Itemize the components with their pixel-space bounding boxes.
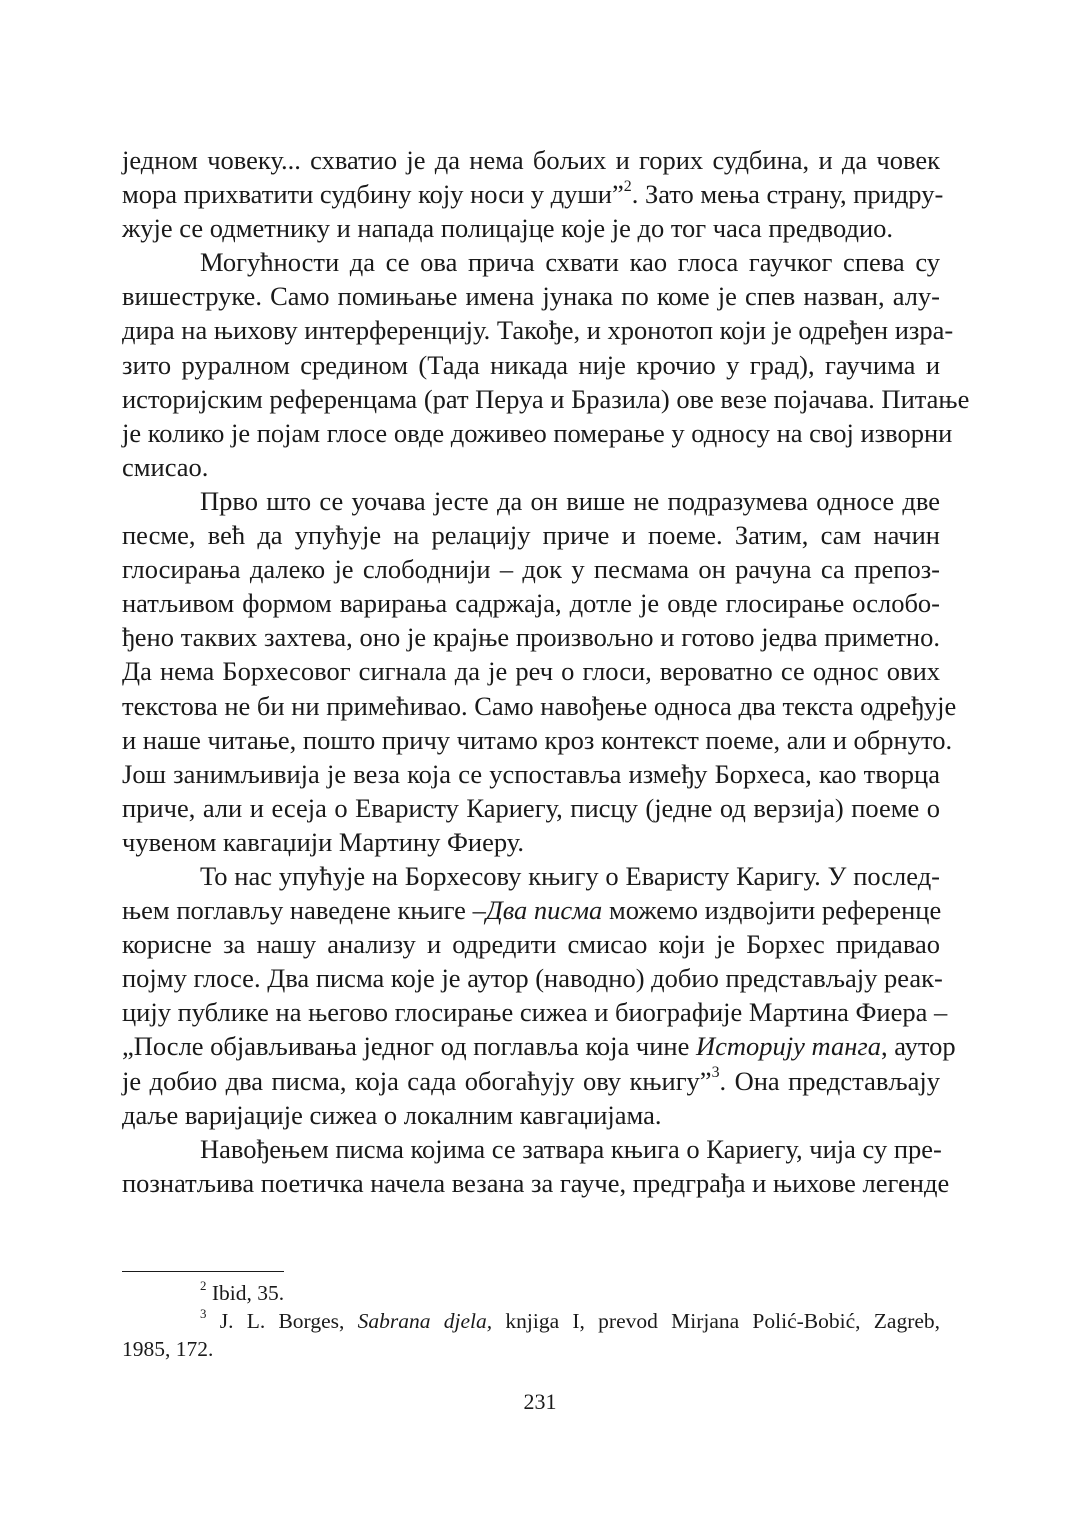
text-segment: „После објављивања једног од поглавља која чине (122, 1031, 690, 1062)
footnote-separator (122, 1271, 284, 1272)
text-line: и наше читање, пошто причу читамо кроз контекст поеме, али и обрнуто. (122, 724, 953, 755)
text-line: цију публике на његово глосирање сижеа и биографије Мартина Фиера – (122, 997, 948, 1028)
text-segment: мора прихватити судбину коју носи у души” (122, 179, 624, 210)
page-number: 231 (523, 1389, 557, 1414)
text-line: вишеструке. Само помињање имена јунака по коме је спев назван, алу- (122, 281, 940, 312)
text-segment: можемо издвојити референце (602, 895, 942, 926)
text-segment: је добио два писма, која сада обогаћују ову књигу” (122, 1065, 712, 1096)
text-line: текстова не би ни примећивао. Само навођење односа два текста одређује (122, 690, 957, 721)
text-line: чувеном кавгаџији Мартину Фиеру. (122, 826, 524, 857)
text-line: Да нема Борхесовог сигнала да је реч о глоси, вероватно се однос ових (122, 656, 940, 687)
text-line: жује се одметнику и напада полицајце које је до тог часа предводио. (122, 213, 894, 244)
paragraph-4 (122, 859, 956, 1132)
text-line: дира на њихову интерференцију. Такође, и хронотоп који је одређен изра- (122, 315, 954, 346)
footnote-title-italic: Sabrana djela, (357, 1309, 493, 1333)
text-line: историјским референцама (рат Перуа и Бразила) ове везе појачава. Питање (122, 383, 970, 414)
paragraph-5 (122, 1132, 950, 1200)
footnote-text: Ibid, 35. (211, 1281, 285, 1305)
text-line: познатљива поетичка начела везана за гауче, предграђа и њихове легенде (122, 1167, 950, 1198)
text-line: зито руралном средином (Тада никада није крочио у град), гаучима и (122, 349, 940, 380)
footnote-3-continued: 1985, 172. (122, 1337, 214, 1361)
paragraph-2 (122, 245, 970, 484)
footnote-3 (122, 1307, 940, 1335)
text-line: То нас упућује на Борхесову књигу о Еваристу Каригу. У послед- (200, 860, 940, 891)
footnote-number: 3 (200, 1306, 207, 1321)
footnote-author: J. L. Borges, (219, 1309, 345, 1333)
footnotes (122, 1279, 940, 1363)
text-segment: њем поглављу наведене књиге – (122, 895, 486, 926)
text-line: Могућности да се ова прича схвати као глоса гаучког спева су (200, 247, 940, 278)
paragraph-1 (122, 143, 944, 245)
text-line: појму глосе. Два писма које је аутор (наводно) добио представљају реак- (122, 963, 943, 994)
footnote-ref-3[interactable]: 3 (711, 1064, 720, 1082)
text-line (122, 177, 944, 211)
paragraph-3 (122, 484, 957, 859)
text-line (122, 1064, 940, 1098)
text-line: ђено таквих захтева, оно је крајње произвољно и готово једва приметно. (122, 622, 940, 653)
text-line: је колико је појам глосе овде доживео померање у односу на свој изворни (122, 417, 953, 448)
text-line: даље варијације сижеа о локалним кавгаџијама. (122, 1099, 662, 1130)
text-line (122, 893, 940, 927)
footnote-number: 2 (200, 1278, 207, 1293)
text-line: корисне за нашу анализу и одредити смисао који је Борхес придавао (122, 929, 940, 960)
text-line: Навођењем писма којима се затвара књига о Кариегу, чија су пре- (200, 1133, 942, 1164)
text-line: Прво што се уочава јесте да он више не подразумева односе две (200, 485, 940, 516)
text-segment: . Она представљају (719, 1065, 940, 1096)
text-line: натљивом формом варирања садржаја, дотле је овде глосирање ослобо- (122, 588, 940, 619)
footnote-2 (122, 1279, 940, 1307)
text-line (122, 1029, 956, 1063)
main-text (122, 143, 970, 1200)
text-segment: . Зато мења страну, придру- (631, 179, 944, 210)
text-line: једном човеку... схватио је да нема бољих и горих судбина, и да човек (122, 145, 940, 175)
book-title-italic: Историју танга (695, 1031, 881, 1062)
text-line: глосирања далеко је слободнији – док у песмама он рачуна са препоз- (122, 554, 940, 585)
footnote-text: knjiga I, prevod Mirjana Polić-Bobić, Zagreb, (505, 1309, 941, 1333)
text-line: песме, већ да упућује на релацију приче и поеме. Затим, сам начин (122, 520, 940, 551)
footnote-ref-2[interactable]: 2 (623, 177, 632, 195)
text-segment: , аутор (880, 1031, 956, 1062)
book-title-italic: Два писма (485, 895, 603, 926)
text-line: приче, али и есеја о Еваристу Кариегу, писцу (једне од верзија) поеме о (122, 792, 940, 823)
text-line: смисао. (122, 451, 209, 482)
text-line: Још занимљивија је веза која се успоставља између Борхеса, као творца (122, 758, 940, 789)
